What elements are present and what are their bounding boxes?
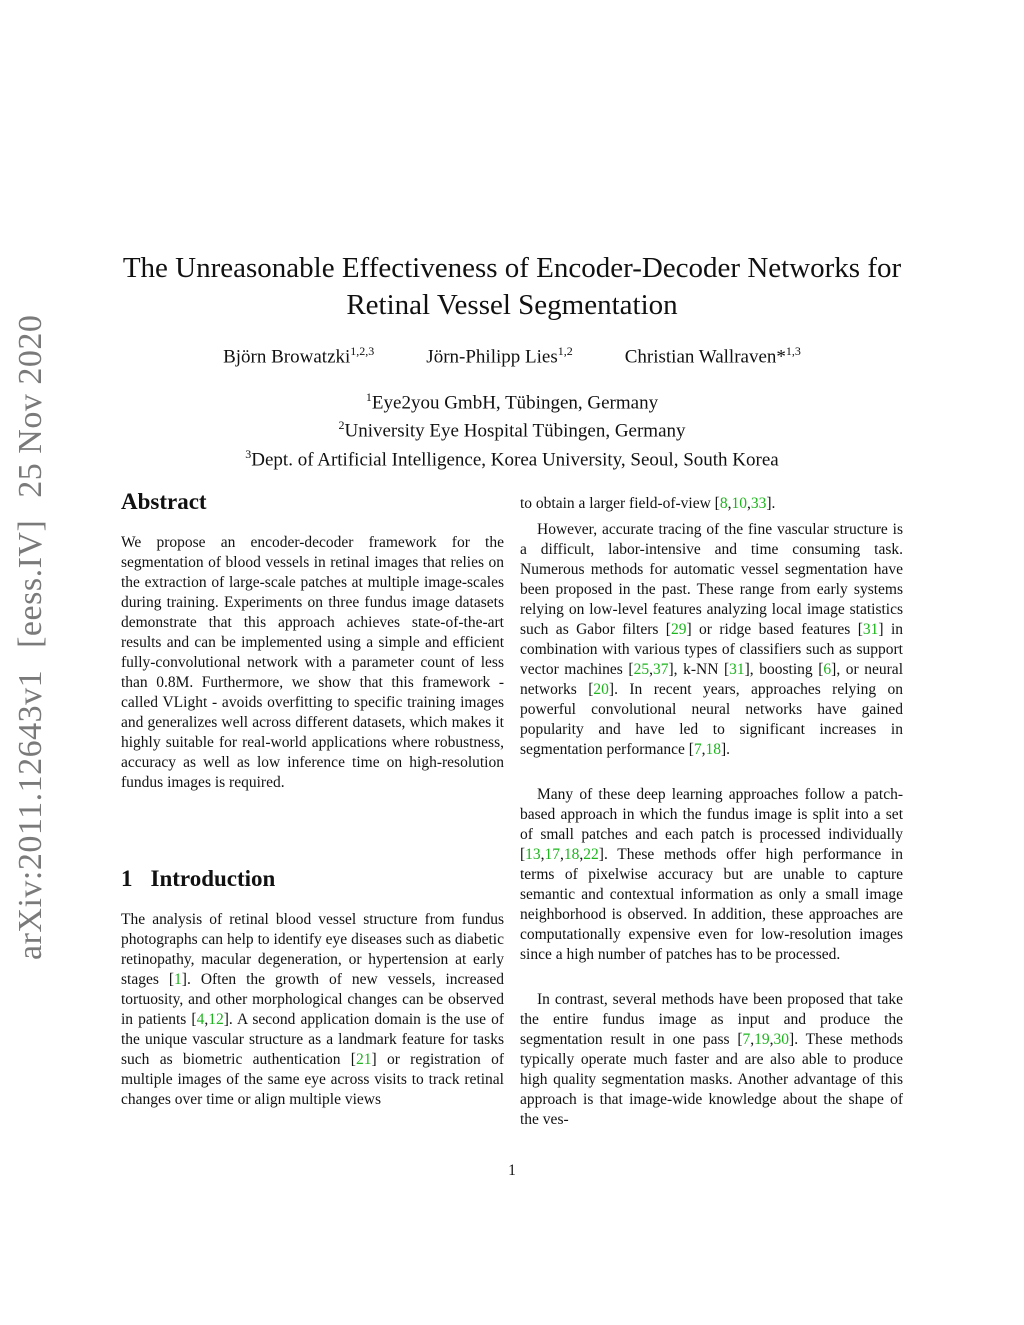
affiliation-list (112, 386, 912, 471)
text-run: ] in combination with various types of classifiers such as support vector machines [ (520, 621, 904, 678)
text-run: , (727, 495, 732, 512)
arxiv-id: arXiv:2011.12643v1 (12, 669, 49, 960)
text-run: ]. In recent years, approaches relying on powerful convolutional neural networks have gained popularity and have led to significant increases in segmentation performance [ (520, 681, 903, 758)
text-run: ]. Often the growth of new vessels, increased tortuosity, and other morphological changes can be observed in patients [ (121, 971, 504, 1028)
citation-link[interactable]: 21 (355, 1051, 372, 1068)
citation-link[interactable]: 33 (750, 495, 767, 512)
citation-link[interactable]: 8 (719, 495, 728, 512)
citation-link[interactable]: 22 (583, 846, 599, 863)
section-heading-introduction: 1 Introduction (121, 866, 276, 891)
author-list (120, 344, 904, 368)
text-run: , (701, 741, 706, 758)
intro-paragraph-2 (520, 520, 903, 760)
paper-title: The Unreasonable Effectiveness of Encoder-Decoder Networks for Retinal Vessel Segmentation (122, 252, 902, 321)
text-run: Many of these deep learning approaches follow a patch-based approach in which the fundus image is split into a set of small patches and each patch is processed individually [ (520, 786, 903, 863)
text-run: ], boosting [ (744, 661, 824, 678)
arxiv-identifier-stamp (12, 293, 50, 960)
citation-link[interactable]: 18 (563, 846, 580, 863)
citation-link[interactable]: 19 (754, 1031, 770, 1048)
affiliation: $^3$Dept. of Artificial Intelligence, Korea University, Seoul, South Korea (245, 446, 779, 470)
abstract-heading: Abstract (121, 489, 207, 514)
page-number: 1 (508, 1162, 516, 1179)
citation-link[interactable]: 12 (208, 1011, 224, 1028)
text-run: , (750, 1031, 755, 1048)
arxiv-category: [eess.IV] (12, 519, 49, 648)
intro-paragraph-1-continued (520, 494, 903, 514)
text-run: , (579, 846, 584, 863)
text-run: ] or ridge based features [ (686, 621, 863, 638)
text-run: The analysis of retinal blood vessel structure from fundus photographs can help to identify eye diseases such as diabetic retinopathy, macular degeneration, or hypertension at early stages [ (121, 911, 504, 988)
arxiv-date: 25 Nov 2020 (12, 314, 49, 498)
abstract-text: We propose an encoder-decoder framework for the segmentation of blood vessels in retinal images that relies on the extraction of large-scale patches at multiple image-scales during training. Experiments on three fundus image datasets demonstrate that this approach achieves state-of-the-art results and can be implemented using a simple and efficient fully-convolutional network with a parameter count of less than 0.8M. Furthermore, we show that this framework - called VLight - avoids overfitting to specific training images and generalizes well across different datasets, which makes it highly suitable for real-world applications where robustness, accuracy as well as low inference time on high-resolution fundus images is required. (121, 534, 504, 791)
text-run: , (746, 495, 751, 512)
text-run: , (540, 846, 545, 863)
text-run: In contrast, several methods have been proposed that take the entire fundus image as input and produce the segmentation result in one pass [ (520, 991, 903, 1048)
text-run: ], or neural networks [ (520, 661, 903, 698)
citation-link[interactable]: 37 (652, 661, 669, 678)
author: Björn Browatzki$^{1,2,3}$ (223, 344, 375, 368)
citation-link[interactable]: 4 (196, 1011, 205, 1028)
citation-link[interactable]: 10 (731, 495, 747, 512)
intro-paragraph-4 (520, 990, 903, 1130)
text-run: ]. (766, 495, 776, 512)
affiliation: $^2$University Eye Hospital Tübingen, Germany (338, 418, 686, 442)
citation-link[interactable]: 31 (862, 621, 879, 638)
citation-link[interactable]: 31 (729, 661, 745, 678)
text-run: ]. These methods typically operate much faster and are also able to produce high quality segmentation masks. Another advantage of this approach is that image-wide knowledge about the shape of the ves- (520, 1031, 904, 1128)
text-run: , (560, 846, 564, 863)
citation-link[interactable]: 20 (593, 681, 609, 698)
text-run: ] or registration of multiple images of the same eye across visits to track retinal changes over time or align multiple views (121, 1051, 505, 1108)
author: Jörn-Philipp Lies$^{1,2}$ (426, 344, 573, 368)
text-run: ]. These methods offer high performance in terms of pixelwise accuracy but are unable to capture semantic and contextual information as only a small image neighborhood is observed. In addition, these approaches are computationally expensive even for low-resolution images since a high number of patches has to be processed. (520, 846, 903, 963)
citation-link[interactable]: 29 (670, 621, 687, 638)
intro-paragraph-3 (520, 785, 903, 965)
citation-link[interactable]: 17 (544, 846, 561, 863)
citation-link[interactable]: 13 (525, 846, 541, 863)
text-run: ]. A second application domain is the use of the unique vascular structure as a landmark feature for tasks such as biometric authentication [ (121, 1011, 505, 1068)
text-run: , (204, 1011, 209, 1028)
text-run: ], k-NN [ (668, 661, 730, 678)
citation-link[interactable]: 30 (773, 1031, 790, 1048)
citation-link[interactable]: 6 (823, 661, 832, 678)
citation-link[interactable]: 18 (705, 741, 721, 758)
text-run: However, accurate tracing of the fine vascular structure is a difficult, labor-intensive and time consuming task. Numerous methods for automatic vessel segmentation have been proposed in the past. These range from early systems relying on low-level features analyzing local image statistics such as Gabor filters [ (520, 521, 903, 638)
affiliation: $^1$Eye2you GmbH, Tübingen, Germany (365, 390, 659, 414)
citation-link[interactable]: 25 (633, 661, 650, 678)
text-run: to obtain a larger field-of-view [ (520, 495, 720, 512)
text-run: , (649, 661, 653, 678)
author: Christian Wallraven*$^{1,3}$ (624, 344, 801, 368)
citation-link[interactable]: 7 (693, 741, 702, 758)
text-run: , (769, 1031, 774, 1048)
text-run: ]. (721, 741, 731, 758)
citation-link[interactable]: 1 (174, 971, 182, 988)
citation-link[interactable]: 7 (742, 1031, 751, 1048)
intro-paragraph-1 (121, 910, 504, 1110)
